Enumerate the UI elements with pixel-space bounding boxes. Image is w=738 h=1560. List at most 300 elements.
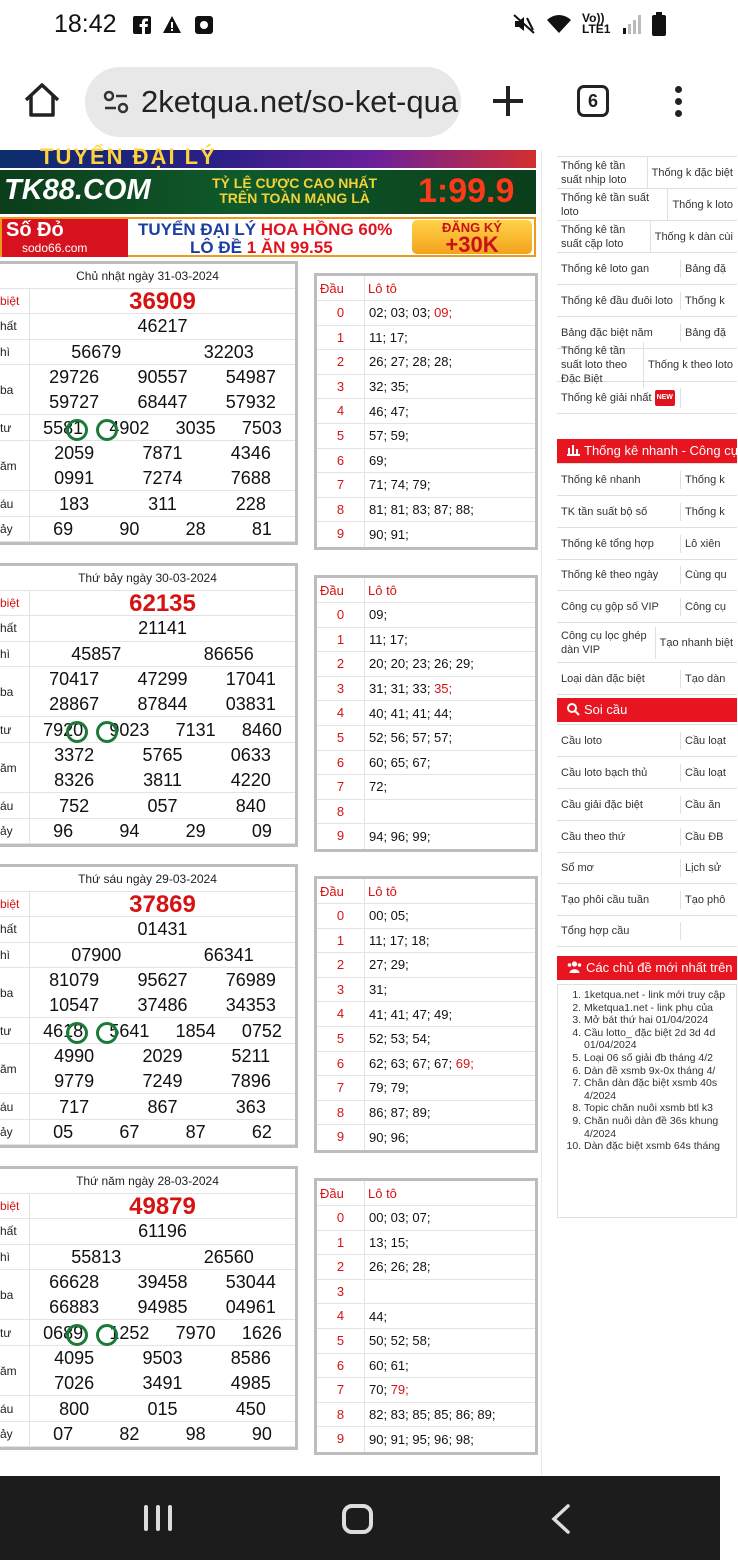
loto-value-text: 90; 96; (369, 1130, 409, 1146)
loto-dau: 5 (317, 726, 365, 750)
prize-number: 66341 (203, 944, 254, 965)
sidebar-link[interactable]: Thống k dàn cùi (654, 230, 733, 243)
sidebar-link-row (557, 345, 737, 385)
prize-label: hì (0, 340, 30, 364)
prize-number: 59727 (49, 392, 100, 413)
prize-line (30, 1069, 295, 1094)
loto-dau: 8 (317, 1101, 365, 1125)
sidebar-link[interactable]: Cầu ĐB (685, 830, 724, 843)
prize-number: 56679 (71, 341, 122, 362)
sidebar-link[interactable]: Tạo dàn (685, 672, 726, 685)
banner-sodo66[interactable] (0, 217, 536, 257)
loto-value-text: 27; 29; (369, 957, 409, 973)
prize-numbers (30, 667, 295, 717)
prize-label: tư (0, 415, 30, 439)
sidebar-link[interactable]: Thống k (685, 294, 725, 307)
loto-values (365, 1333, 430, 1348)
sidebar-link-label: Thống kê tần suất loto theo Đặc Biệt (561, 345, 628, 385)
soicau-header: Soi cầu (557, 698, 737, 722)
sidebar-link[interactable] (557, 189, 668, 221)
search-icon (567, 703, 580, 716)
prize-number: 450 (235, 1398, 266, 1419)
prize-numbers (30, 415, 295, 439)
sodo-register-button[interactable]: ĐĂNG KÝ +30K (412, 220, 532, 254)
sidebar-link[interactable] (557, 796, 681, 814)
prize-number: 8326 (54, 770, 95, 791)
loto-row (317, 824, 535, 849)
prize-label: biệt (0, 892, 30, 916)
topic-link[interactable]: 6. Dàn đề xsmb 9x-0x tháng 4/ (584, 1065, 732, 1078)
prize-number: 01431 (137, 919, 188, 940)
result-date-title: Thứ sáu ngày 29-03-2024 (0, 867, 295, 892)
prize-number: 9503 (142, 1347, 183, 1368)
prize-row-db (0, 289, 295, 314)
loto-row (317, 1378, 535, 1403)
prize-number: 68447 (137, 392, 188, 413)
loto-values (365, 453, 387, 468)
prize-number: 04961 (225, 1297, 276, 1318)
home-nav-icon[interactable] (342, 1504, 373, 1534)
warning-icon (162, 15, 182, 35)
loto-dau: 8 (317, 1403, 365, 1427)
loto-value-text: 40; 41; 41; 44; (369, 705, 453, 721)
facebook-icon (132, 15, 152, 35)
prize-number: 96 (53, 820, 74, 841)
loto-value-text: 00; 03; 07; (369, 1210, 431, 1226)
result-date-title: Thứ năm ngày 28-03-2024 (0, 1169, 295, 1194)
prize-number: 4990 (54, 1045, 95, 1066)
prize-number: 8586 (230, 1347, 271, 1368)
new-tab-icon[interactable] (488, 81, 528, 121)
prize-number: 32203 (203, 341, 254, 362)
sidebar-link-row (557, 528, 737, 560)
sidebar-link[interactable]: Thống k (685, 505, 725, 518)
loto-values (365, 1007, 452, 1022)
prize-number: 0689 (30, 1323, 96, 1344)
loto-value-text: 52; 56; 57; 57; (369, 730, 453, 746)
loto-value-text: 69; (369, 452, 388, 468)
sidebar-link[interactable] (557, 670, 681, 688)
prize-number: 4346 (230, 442, 271, 463)
loto-dau: 6 (317, 1354, 365, 1378)
sidebar-link[interactable] (557, 342, 644, 388)
prize-numbers (30, 591, 295, 615)
sidebar-link[interactable] (557, 292, 681, 310)
prize-row-g2 (0, 642, 295, 667)
loto-dau: 1 (317, 628, 365, 652)
prize-numbers (30, 441, 295, 491)
sidebar-link[interactable]: Thống k theo loto (647, 359, 733, 371)
loto-dau: 9 (317, 1125, 365, 1150)
loto-header-dau: Đầu (317, 879, 365, 903)
more-menu-icon[interactable] (670, 84, 686, 120)
loto-row (317, 1027, 535, 1052)
topic-link[interactable]: 1. 1ketqua.net - link mới truy cập (584, 989, 732, 1002)
sidebar-link-row (557, 725, 737, 757)
prize-number: 7920 (30, 720, 96, 741)
loto-values (365, 354, 452, 369)
prize-row-g4 (0, 1320, 295, 1345)
sidebar-link[interactable] (557, 324, 681, 342)
sidebar-link[interactable]: Công cụ (685, 600, 726, 613)
loto-values (365, 1210, 430, 1225)
loto-dau: 8 (317, 498, 365, 522)
result-table (0, 261, 298, 545)
loto-value-text: 46; 47; (369, 403, 409, 419)
loto-row (317, 1304, 535, 1329)
prize-numbers (30, 1194, 295, 1218)
topic-link[interactable]: 3. Mở bát thứ hai 01/04/2024 (584, 1014, 732, 1027)
loto-dau: 2 (317, 350, 365, 374)
sidebar-link[interactable] (557, 566, 681, 584)
prize-numbers (30, 793, 295, 817)
sidebar-link[interactable] (557, 221, 651, 253)
prize-number: 86656 (203, 643, 254, 664)
prize-numbers (30, 917, 295, 941)
prize-line (30, 892, 295, 917)
loto-value-text: 09; (369, 607, 388, 623)
sidebar-link[interactable] (557, 732, 681, 750)
sidebar-link-label: Cầu theo thứ (561, 830, 626, 843)
prize-numbers (30, 968, 295, 1018)
back-icon[interactable] (548, 1504, 574, 1534)
prize-number: 9779 (54, 1071, 95, 1092)
loto-dau: 4 (317, 1002, 365, 1026)
sidebar-link[interactable]: Lịch sử (685, 862, 722, 874)
loto-row (317, 751, 535, 776)
prize-row-g4 (0, 415, 295, 440)
loto-dau: 7 (317, 473, 365, 497)
sidebar (541, 150, 738, 1476)
sidebar-link[interactable] (557, 922, 681, 940)
loto-values (365, 1358, 409, 1373)
sidebar-link[interactable]: Cầu loạt (685, 734, 726, 747)
site-settings-icon[interactable] (103, 89, 129, 115)
prize-line (30, 1018, 295, 1043)
loto-row (317, 904, 535, 929)
sidebar-link[interactable]: Bảng đặ (685, 262, 726, 275)
topic-link[interactable]: 8. Topic chăn nuôi xsmb btl k3 (584, 1102, 732, 1115)
prize-row-g6 (0, 1094, 295, 1119)
sidebar-link-row (557, 757, 737, 789)
prize-numbers (30, 491, 295, 515)
sidebar-link[interactable]: Thống k (685, 473, 725, 486)
prize-number: 5765 (142, 744, 183, 765)
prize-number: 7688 (230, 468, 271, 489)
loto-row (317, 498, 535, 523)
topic-link[interactable]: 9. Chăn nuôi dàn đề 36s khung 4/2024 (584, 1115, 732, 1140)
prize-label: ba (0, 667, 30, 717)
prize-number: 36909 (129, 287, 196, 315)
loto-value-text: 11; 17; (369, 631, 408, 647)
prize-numbers (30, 892, 295, 916)
prize-label: áu (0, 491, 30, 515)
loto-dau: 2 (317, 652, 365, 676)
loto-header (317, 879, 535, 904)
prize-line (30, 1422, 295, 1447)
sidebar-link[interactable] (681, 929, 737, 933)
prize-number: 07 (53, 1423, 74, 1444)
loto-values (365, 1407, 496, 1422)
loto-dau: 5 (317, 1329, 365, 1353)
loto-value-text: 79; 79; (369, 1080, 409, 1096)
sidebar-link-label: Công cụ lọc ghép dàn VIP (561, 629, 647, 656)
loto-value-text: 86; 87; 89; (369, 1105, 431, 1121)
prize-line (30, 968, 295, 993)
prize-number: 28 (185, 518, 206, 539)
prize-number: 66628 (49, 1272, 100, 1293)
loto-header (317, 1181, 535, 1206)
prize-number: 311 (148, 493, 177, 514)
prize-line (30, 289, 295, 314)
prize-line (30, 1371, 295, 1396)
sidebar-link[interactable] (557, 627, 656, 659)
loto-values (365, 1309, 387, 1324)
sidebar-link-label: Thống kê theo ngày (561, 569, 659, 581)
loto-values (365, 1235, 409, 1250)
prize-number: 94985 (137, 1297, 188, 1318)
loto-value-text: 26; 27; 28; 28; (369, 354, 453, 370)
topic-link[interactable]: 2. Mketqua1.net - link phụ của (584, 1002, 732, 1015)
sidebar-link[interactable]: Cầu loạt (685, 766, 726, 779)
prize-label: tư (0, 1320, 30, 1344)
highlight-circle (96, 1324, 118, 1346)
loto-values (365, 527, 409, 542)
sidebar-link-label: Cầu loto bạch thủ (561, 766, 648, 779)
loto-values (365, 632, 408, 647)
prize-row-g5 (0, 441, 295, 492)
prize-label: ảy (0, 1120, 30, 1144)
loto-row (317, 326, 535, 351)
sidebar-link[interactable]: Thống k loto (672, 198, 733, 211)
sidebar-link[interactable] (557, 859, 681, 877)
prize-row-g1 (0, 314, 295, 339)
sidebar-link-row (557, 884, 737, 916)
prize-line (30, 993, 295, 1018)
new-badge: NEW (655, 390, 675, 406)
loto-row (317, 701, 535, 726)
loto-dau: 5 (317, 424, 365, 448)
home-icon[interactable] (22, 80, 62, 120)
loto-row (317, 1403, 535, 1428)
sidebar-link[interactable] (557, 471, 681, 489)
prize-row-g5 (0, 1346, 295, 1397)
sidebar-link[interactable]: Lô xiên (685, 537, 721, 550)
tab-switcher-button[interactable]: 6 (577, 85, 609, 117)
banner-top[interactable] (0, 144, 536, 169)
sodo-logo: Số Đỏ sodo66.com (2, 219, 128, 257)
prize-number: 81079 (49, 970, 100, 991)
prize-row-g7 (0, 1120, 295, 1145)
prize-line (30, 768, 295, 793)
prize-number: 1854 (175, 1020, 216, 1041)
loto-row (317, 800, 535, 825)
prize-numbers (30, 289, 295, 313)
sidebar-link[interactable]: Thống k đặc biệt (651, 166, 733, 179)
sidebar-link[interactable] (557, 891, 681, 909)
loto-values (365, 404, 409, 419)
loto-value-text: 62; 63; 67; 67; (369, 1055, 456, 1071)
sidebar-link-label: Cầu giải đặc biệt (561, 798, 643, 811)
highlight-circle (96, 1022, 118, 1044)
prize-number: 61196 (138, 1221, 187, 1242)
sidebar-link[interactable]: Bảng đặ (685, 326, 726, 339)
prize-number: 7249 (142, 1071, 183, 1092)
sidebar-link[interactable] (557, 388, 681, 408)
topic-link[interactable]: 4. Cầu lotto_ đặc biệt 2d 3d 4d 01/04/2024 (584, 1027, 732, 1052)
sidebar-link-row (557, 916, 737, 947)
mute-icon (512, 13, 536, 35)
loto-row (317, 449, 535, 474)
sidebar-link-label: Tổng hợp cầu (561, 925, 630, 937)
loto-dau: 1 (317, 1231, 365, 1255)
loto-value-text: 81; 81; 83; 87; 88; (369, 502, 474, 518)
prize-row-g2 (0, 340, 295, 365)
loto-values (365, 1259, 430, 1274)
prize-label: biệt (0, 289, 30, 313)
prize-number: 57932 (225, 392, 276, 413)
prize-label: ăm (0, 1044, 30, 1094)
loto-dau: 0 (317, 603, 365, 627)
loto-row (317, 473, 535, 498)
prize-row-g6 (0, 1396, 295, 1421)
prize-line (30, 1120, 295, 1145)
topic-link[interactable]: 10. Dàn đặc biệt xsmb 64s tháng (584, 1140, 732, 1153)
sidebar-link-label: Thống kê tần suất cặp loto (561, 223, 626, 250)
prize-line (30, 441, 295, 466)
tk88-slogan: TỶ LỆ CƯỢC CAO NHẤT TRÊN TOÀN MẠNG LÀ (212, 175, 378, 206)
prize-row-g7 (0, 1422, 295, 1447)
topics-list (557, 984, 737, 1218)
quick-stats-header: Thống kê nhanh - Công cụ (557, 439, 737, 463)
loto-values (365, 330, 408, 345)
loto-special-value: 35; (434, 681, 453, 697)
topics-header: Các chủ đề mới nhất trên (557, 956, 737, 980)
prize-row-g2 (0, 1245, 295, 1270)
highlight-circle (66, 419, 88, 441)
loto-values (365, 957, 409, 972)
prize-number: 45857 (71, 643, 122, 664)
loto-dau: 9 (317, 824, 365, 849)
loto-value-text: 00; 05; (369, 908, 409, 924)
prize-numbers (30, 1044, 295, 1094)
loto-values (365, 779, 387, 794)
prize-label: hất (0, 917, 30, 941)
loto-value-text: 13; 15; (369, 1234, 409, 1250)
loto-value-text: 41; 41; 47; 49; (369, 1006, 453, 1022)
loto-values (365, 607, 387, 622)
loto-header-loto: Lô tô (368, 883, 397, 899)
topic-link[interactable]: 7. Chân dàn đặc biệt xsmb 40s 4/2024 (584, 1077, 732, 1102)
loto-row (317, 929, 535, 954)
result-date-title: Chủ nhật ngày 31-03-2024 (0, 264, 295, 289)
url-text[interactable]: 2ketqua.net/so-ket-qua (141, 84, 459, 119)
loto-values (365, 982, 387, 997)
network-label: Vo)) LTE1 (582, 11, 611, 36)
loto-values (365, 305, 452, 320)
loto-value-text: 71; 74; 79; (369, 477, 431, 493)
loto-value-text: 90; 91; (369, 527, 409, 543)
loto-dau: 1 (317, 929, 365, 953)
prize-number: 7503 (241, 417, 282, 438)
topic-link[interactable]: 5. Loại 06 số giải đb tháng 4/2 (584, 1052, 732, 1065)
loto-row (317, 424, 535, 449)
prize-line (30, 517, 295, 542)
prize-line (30, 415, 295, 440)
prize-numbers (30, 340, 295, 364)
prize-label: hì (0, 642, 30, 666)
prize-number: 057 (147, 795, 178, 816)
loto-value-text: 11; 17; (369, 329, 408, 345)
sidebar-link[interactable] (557, 598, 681, 616)
sidebar-link[interactable] (557, 157, 648, 189)
tk88-odds: 1:99.9 (418, 172, 515, 210)
prize-number: 752 (59, 795, 90, 816)
prize-number: 363 (235, 1096, 266, 1117)
prize-line (30, 717, 295, 742)
sidebar-link[interactable]: Cầu ăn (685, 798, 721, 811)
sidebar-link[interactable]: Cùng qu (685, 569, 727, 581)
prize-number: 46217 (137, 316, 188, 337)
prize-number: 98 (185, 1423, 206, 1444)
sidebar-link[interactable] (557, 535, 681, 553)
loto-row (317, 1329, 535, 1354)
prize-number: 4618 (30, 1021, 96, 1042)
sidebar-link[interactable]: Tạo nhanh biệt (659, 636, 733, 649)
sidebar-link-row (557, 382, 737, 414)
loto-row (317, 1231, 535, 1256)
sidebar-link[interactable] (557, 503, 681, 521)
sidebar-link[interactable] (557, 828, 681, 846)
address-bar[interactable] (85, 67, 461, 137)
prize-number: 05 (53, 1121, 74, 1142)
status-right (512, 12, 666, 36)
loto-values (365, 379, 409, 394)
banner-tk88[interactable] (0, 170, 536, 214)
sidebar-link[interactable] (557, 260, 681, 278)
loto-dau: 5 (317, 1027, 365, 1051)
prize-number: 62135 (129, 589, 196, 617)
prize-number: 2059 (54, 442, 95, 463)
prize-number: 8460 (241, 719, 282, 740)
sidebar-link[interactable] (681, 396, 737, 400)
loto-values (365, 1432, 474, 1447)
sidebar-link-row (557, 157, 737, 189)
prize-number: 4902 (96, 418, 162, 439)
prize-numbers (30, 1320, 295, 1344)
loto-values (365, 1056, 474, 1071)
prize-number: 47299 (137, 669, 188, 690)
sidebar-link-label: Cầu loto (561, 734, 602, 747)
loto-row (317, 775, 535, 800)
sidebar-link-row (557, 591, 737, 623)
loto-dau: 7 (317, 775, 365, 799)
sidebar-link[interactable]: Tạo phô (685, 893, 726, 906)
prize-numbers (30, 517, 295, 541)
prize-row-g3 (0, 1270, 295, 1321)
sidebar-link-row (557, 663, 737, 695)
soicau-table (557, 724, 737, 947)
prize-numbers (30, 1270, 295, 1320)
prize-line (30, 390, 295, 415)
sidebar-link[interactable] (557, 764, 681, 782)
loto-header (317, 276, 535, 301)
recent-apps-icon[interactable] (144, 1505, 172, 1531)
sidebar-link-row (557, 853, 737, 884)
quick-stats-table (557, 463, 737, 695)
loto-row (317, 1280, 535, 1305)
prize-row-db (0, 892, 295, 917)
